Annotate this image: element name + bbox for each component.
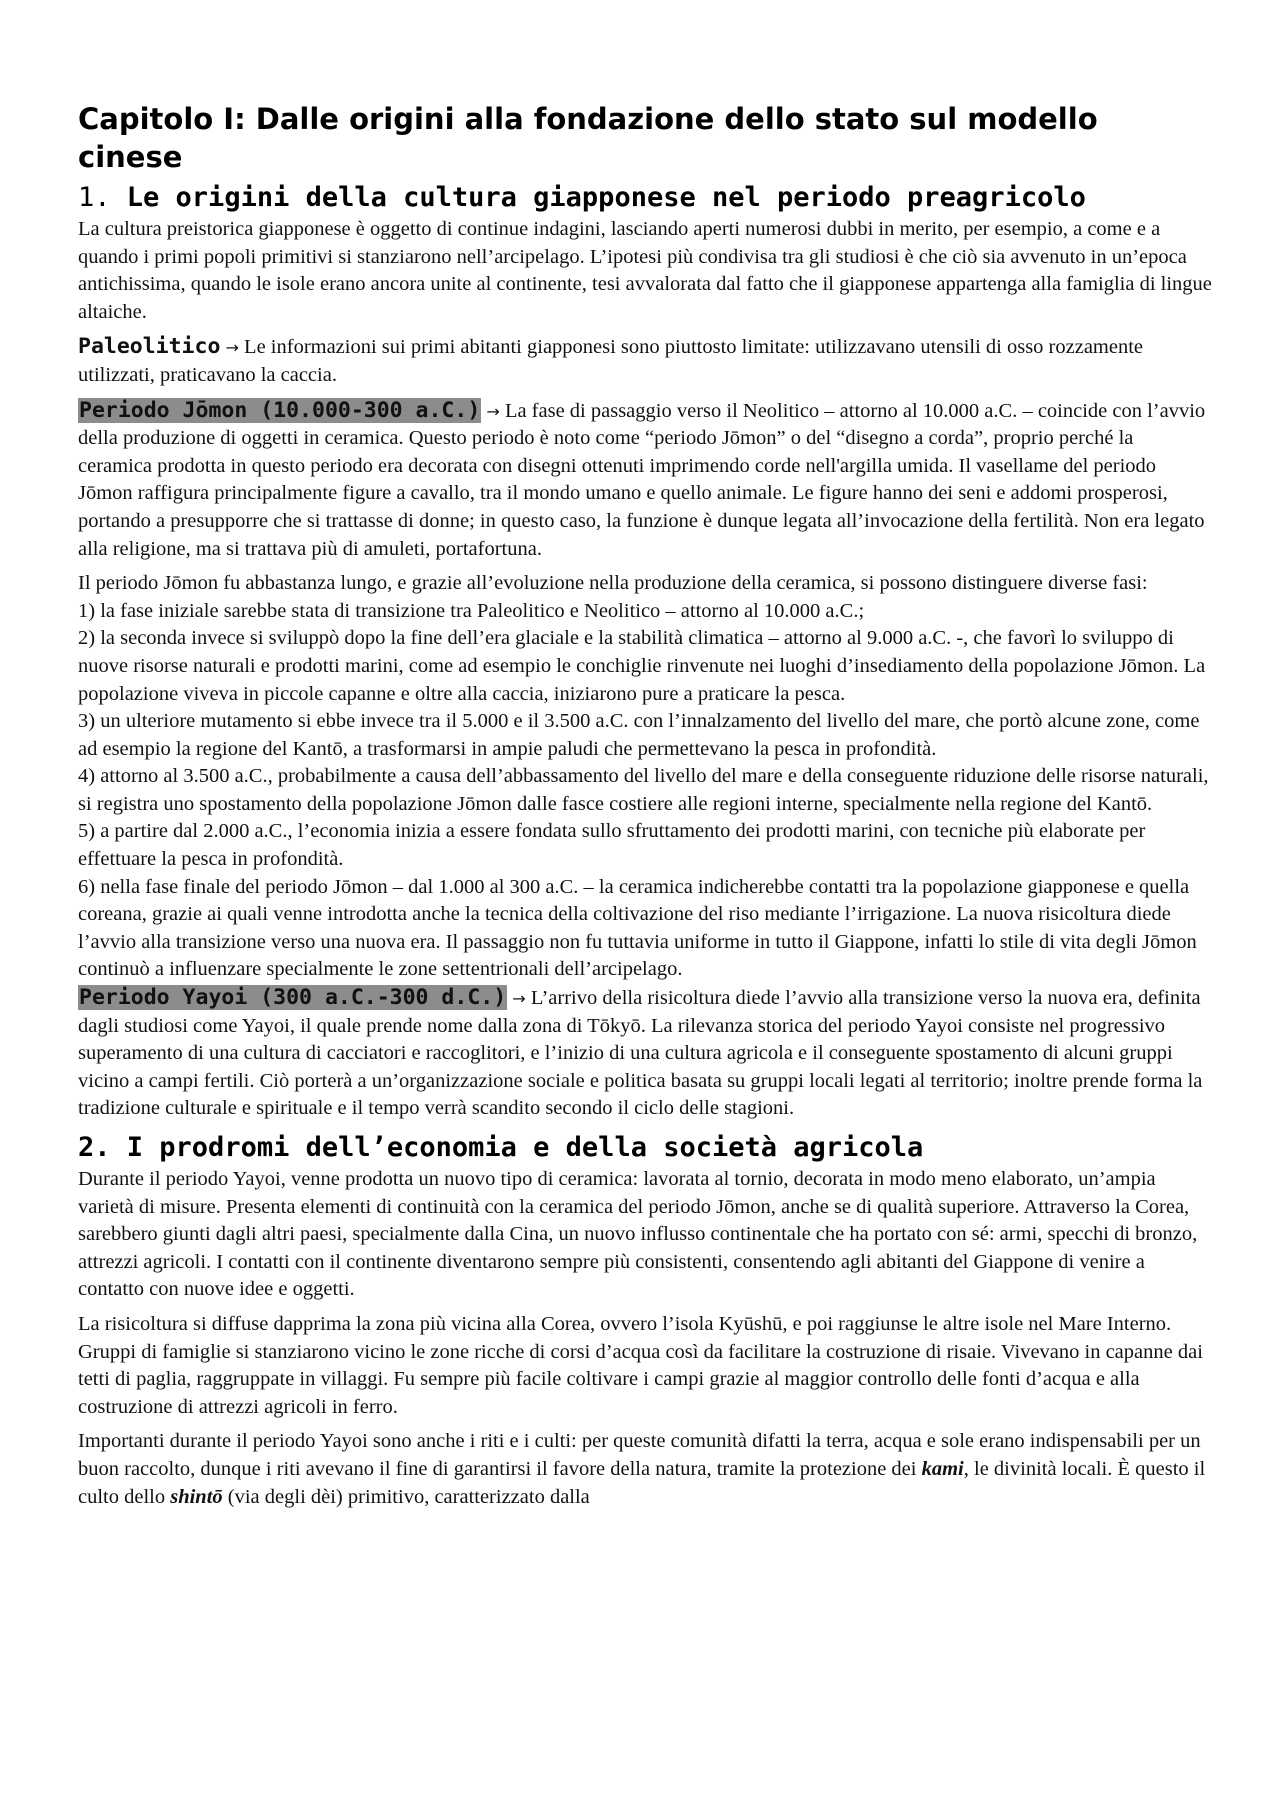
arrow-icon: → (486, 401, 500, 421)
document-page (78, 100, 1212, 1518)
yayoi-paragraph (78, 984, 1212, 1123)
phases-list (78, 598, 1212, 984)
jomon-paragraph (78, 397, 1212, 564)
section-2-heading-text: I prodromi dell’economia e della società agricola (126, 1132, 924, 1163)
yayoi-text: L’arrivo della risicoltura diede l’avvio alla transizione verso la nuova era, definita dagli studiosi come Yayoi, il quale prende nome dalla zona di Tōkyō. La rilevanza storica del periodo Yayoi consiste nel progressivo superamento di una cultura di cacciatori e raccoglitori, e l’inizio di una cultura agricola e il conseguente spostamento di alcuni gruppi vicino a campi fertili. Ciò porterà a un’organizzazione sociale e politica basata su gruppi locali legati al territorio; inoltre prende forma la tradizione culturale e spirituale e il tempo verrà scandito secondo il ciclo delle stagioni. (78, 987, 1203, 1120)
phase-item: 6) nella fase finale del periodo Jōmon – dal 1.000 al 300 a.C. – la ceramica indicherebbe contatti tra la popolazione giapponese e quella coreana, grazie ai quali venne introdotta anche la tecnica della coltivazione del riso mediante l’irrigazione. La nuova risicoltura diede l’avvio alla transizione verso una nuova era. Il passaggio non fu tuttavia uniforme in tutto il Giappone, infatti lo stile di vita degli Jōmon continuò a influenzare specialmente le zone settentrionali dell’arcipelago. (78, 875, 1197, 981)
section-2-paragraph-2: La risicoltura si diffuse dapprima la zona più vicina alla Corea, ovvero l’isola Kyūshū, e poi raggiunse le altre isole nel Mare Interno. Gruppi di famiglie si stanziarono vicino le zone ricche di corsi d’acqua così da facilitare la costruzione di risaie. Vivevano in capanne dai tetti di paglia, raggruppate in villaggi. Fu sempre più facile coltivare i campi grazie al maggior controllo delle fonti d’acqua e alla costruzione di attrezzi agricoli in ferro. (78, 1312, 1203, 1418)
section-2-paragraph-3 (78, 1428, 1212, 1511)
paleolitico-term: Paleolitico (78, 334, 221, 360)
section-1-number: 1. (78, 182, 111, 213)
kami-term: kami (921, 1457, 964, 1480)
section-1-intro: La cultura preistorica giapponese è oggetto di continue indagini, lasciando aperti numerosi dubbi in merito, per esempio, a come e a quando i primi popoli primitivi si stanziarono nell’arcipelago. L’ipotesi più condivisa tra gli studiosi è che ciò sia avvenuto in un’epoca antichissima, quando le isole erano ancora unite al continente, tesi avvalorata dal fatto che il giapponese appartenga alla famiglia di lingue altaiche. (78, 218, 1212, 323)
phase-item: 5) a partire dal 2.000 a.C., l’economia inizia a essere fondata sullo sfruttamento dei prodotti marini, con tecniche più elaborate per effettuare la pesca in profondità. (78, 820, 1146, 871)
phase-item: 2) la seconda invece si sviluppò dopo la fine dell’era glaciale e la stabilità climatica – attorno al 9.000 a.C. -, che favorì lo sviluppo di nuove risorse naturali e prodotti marini, come ad esempio le conchiglie rinvenute nei luoghi d’insediamento della popolazione Jōmon. La popolazione viveva in piccole capanne e oltre alla caccia, iniziarono pure a praticare la pesca. (78, 627, 1206, 705)
paragraph-text: (via degli dèi) primitivo, caratterizzato dalla (227, 1485, 590, 1508)
jomon-term: Periodo Jōmon (10.000-300 a.C.) (79, 397, 481, 423)
phases-intro: Il periodo Jōmon fu abbastanza lungo, e grazie all’evoluzione nella produzione della ceramica, si possono distinguere diverse fasi: (78, 572, 1148, 595)
section-2-heading (78, 1130, 1212, 1166)
jomon-text: La fase di passaggio verso il Neolitico – attorno al 10.000 a.C. – coincide con l’avvio della produzione di oggetti in ceramica. Questo periodo è noto come “periodo Jōmon” o del “disegno a corda”, proprio perché la ceramica prodotta in questo periodo era decorata con disegni ottenuti imprimendo corde nell'argilla umida. Il vasellame del periodo Jōmon raffigura principalmente figure a cavallo, tra il mondo umano e quello animale. Le figure hanno dei seni e addomi prosperosi, portando a presupporre che si trattasse di donne; in questo caso, la funzione è dunque legata all’invocazione della fertilità. Non era legato alla religione, ma si trattava più di amuleti, portafortuna. (78, 399, 1206, 560)
section-1-heading (78, 180, 1212, 216)
paleolitico-text: Le informazioni sui primi abitanti giapponesi sono piuttosto limitate: utilizzavano utensili di osso rozzamente utilizzati, praticavano la caccia. (78, 336, 1144, 386)
paleolitico-paragraph (78, 333, 1212, 389)
phase-item: 4) attorno al 3.500 a.C., probabilmente a causa dell’abbassamento del livello del mare e della conseguente riduzione delle risorse naturali, si registra uno spostamento della popolazione Jōmon dalle fasce costiere alle regioni interne, specialmente nella regione del Kantō. (78, 765, 1209, 815)
arrow-icon: → (512, 989, 526, 1009)
phase-item: 3) un ulteriore mutamento si ebbe invece tra il 5.000 e il 3.500 a.C. con l’innalzamento del livello del mare, che portò alcune zone, come ad esempio la regione del Kantō, a trasformarsi in ampie paludi che permettevano la pesca in profondità. (78, 710, 1200, 760)
paragraph-text: , le divinità locali. È questo il culto dello (78, 1457, 1206, 1508)
yayoi-term: Periodo Yayoi (300 a.C.-300 d.C.) (79, 985, 507, 1011)
section-2-paragraph-1: Durante il periodo Yayoi, venne prodotta un nuovo tipo di ceramica: lavorata al tornio, decorata in modo meno elaborato, un’ampia varietà di misure. Presenta elementi di continuità con la ceramica del periodo Jōmon, anche se di qualità superiore. Attraverso la Corea, sarebbero giunti dagli altri paesi, specialmente dalla Cina, un nuovo influsso continentale che ha portato con sé: armi, specchi di bronzo, attrezzi agricoli. I contatti con il continente diventarono sempre più consistenti, consentendo agli abitanti del Giappone di venire a contatto con nuove idee e oggetti. (78, 1168, 1198, 1301)
phase-item: 1) la fase iniziale sarebbe stata di transizione tra Paleolitico e Neolitico – attorno al 10.000 a.C.; (78, 599, 865, 622)
chapter-title: Capitolo I: Dalle origini alla fondazione dello stato sul modello cinese (78, 102, 1098, 174)
section-2-number: 2. (78, 1132, 111, 1163)
arrow-icon: → (225, 338, 239, 358)
shinto-term: shintō (170, 1485, 223, 1508)
paragraph-text: Importanti durante il periodo Yayoi sono anche i riti e i culti: per queste comunità difatti la terra, acqua e sole erano indispensabili per un buon raccolto, dunque i riti avevano il fine di garantirsi il favore della natura, tramite la protezione dei (78, 1430, 1201, 1480)
section-1-heading-text: Le origini della cultura giapponese nel periodo preagricolo (126, 182, 1086, 213)
